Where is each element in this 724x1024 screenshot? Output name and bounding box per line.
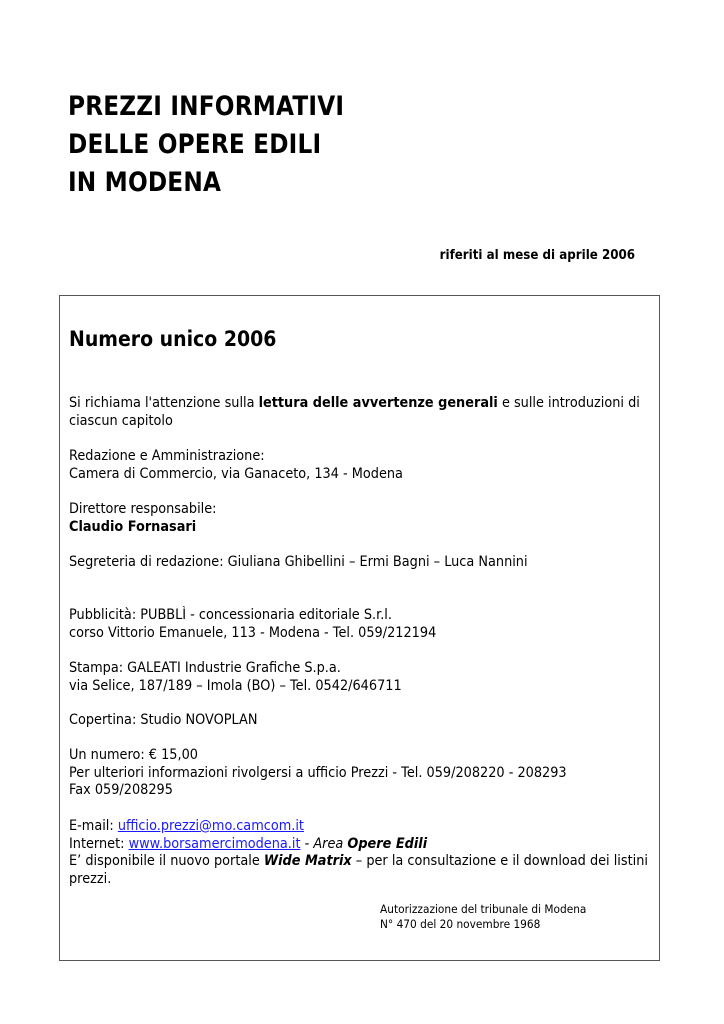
website-link[interactable]: www.borsamercimodena.it — [128, 835, 301, 852]
area-name: Opere Edili — [347, 835, 428, 852]
redazione-address: Camera di Commercio, via Ganaceto, 134 - Modena — [69, 465, 403, 482]
notice-line-2: ciascun capitolo — [69, 412, 173, 429]
portal-line-2: prezzi. — [69, 870, 112, 887]
prezzo-block — [69, 747, 652, 800]
pubblicita-line-2: corso Vittorio Emanuele, 113 - Modena - Tel. 059/212194 — [69, 624, 437, 641]
area-separator: - — [300, 835, 314, 852]
portal-text-after: – per la consultazione e il download dei listini — [351, 853, 648, 869]
prezzo-line-1: Un numero: € 15,00 — [69, 747, 198, 763]
colophon-box — [59, 295, 660, 961]
prezzo-line-3: Fax 059/208295 — [69, 782, 173, 798]
direttore-label: Direttore responsabile: — [69, 501, 217, 517]
notice-text-bold: lettura delle avvertenze generali — [258, 395, 498, 411]
pubblicita-block — [69, 607, 652, 642]
email-link[interactable]: ufficio.prezzi@mo.camcom.it — [117, 818, 304, 834]
copertina-text: Copertina: Studio NOVOPLAN — [69, 712, 258, 728]
notice-line-1 — [69, 395, 652, 413]
document-title — [68, 88, 344, 202]
autorizzazione-line-2: N° 470 del 20 novembre 1968 — [380, 917, 541, 931]
stampa-block — [69, 660, 652, 695]
segreteria-text: Segreteria di redazione: Giuliana Ghibellini – Ermi Bagni – Luca Nannini — [69, 554, 528, 570]
stampa-line-1: Stampa: GALEATI Industrie Grafiche S.p.a. — [69, 660, 341, 676]
portal-text-before: E’ disponibile il nuovo portale — [69, 853, 264, 869]
title-line-3: IN MODENA — [68, 167, 222, 198]
copertina-block — [69, 712, 652, 730]
stampa-line-2: via Selice, 187/189 – Imola (BO) – Tel. 0542/646711 — [69, 677, 402, 694]
portal-name: Wide Matrix — [263, 853, 352, 869]
area-label: Area — [313, 835, 348, 852]
autorizzazione-line-1: Autorizzazione del tribunale di Modena — [380, 902, 587, 916]
notice-paragraph — [69, 395, 652, 430]
title-line-1: PREZZI INFORMATIVI — [68, 91, 345, 122]
internet-label: Internet: — [69, 835, 129, 852]
direttore-name: Claudio Fornasari — [69, 518, 197, 535]
direttore-block — [69, 501, 652, 536]
title-line-2: DELLE OPERE EDILI — [68, 129, 322, 160]
notice-text-after: e sulle introduzioni di — [497, 395, 640, 411]
portal-line-1 — [69, 853, 652, 871]
issue-heading: Numero unico 2006 — [69, 327, 277, 351]
redazione-label: Redazione e Amministrazione: — [69, 448, 265, 464]
segreteria-block — [69, 554, 652, 572]
notice-text-before: Si richiama l'attenzione sulla — [69, 395, 259, 411]
reference-period: riferiti al mese di aprile 2006 — [439, 247, 635, 263]
internet-line — [69, 836, 652, 854]
contacts-block — [69, 818, 652, 888]
email-line — [69, 818, 652, 836]
prezzo-line-2: Per ulteriori informazioni rivolgersi a ufficio Prezzi - Tel. 059/208220 - 208293 — [69, 764, 567, 781]
pubblicita-line-1: Pubblicità: PUBBLÌ - concessionaria editoriale S.r.l. — [69, 607, 392, 623]
email-label: E-mail: — [69, 818, 118, 834]
autorizzazione-block — [380, 902, 586, 932]
redazione-block — [69, 448, 652, 483]
